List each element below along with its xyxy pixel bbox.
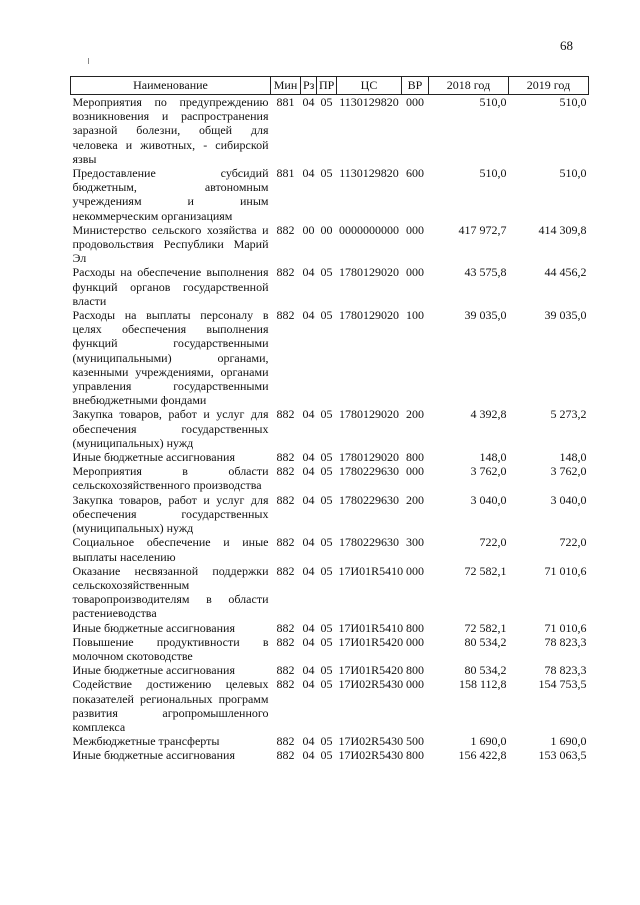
cell-pr: 05 (320, 634, 333, 649)
cell-2019: 414 309,8 (538, 222, 587, 237)
cell-rz: 04 (302, 450, 315, 465)
table-row (71, 677, 589, 734)
cell-vr: 800 (406, 663, 424, 678)
cell-min: 882 (276, 492, 295, 507)
cell-pr: 05 (320, 563, 333, 578)
cell-vr: 800 (406, 748, 424, 763)
cell-pr: 05 (320, 663, 333, 678)
cell-vr: 000 (406, 677, 424, 692)
cell-pr: 05 (320, 166, 333, 181)
cell-vr: 000 (406, 265, 424, 280)
cell-2018: 3 040,0 (470, 492, 507, 507)
cell-min: 882 (276, 222, 295, 237)
cell-name: Мероприятия по предупреждению возникновения и распространения заразной болезни, общей для человека и животных, - сибирской язвы (72, 95, 269, 166)
table-row (71, 748, 589, 762)
cell-cs: 1780229630 (339, 492, 399, 507)
cell-pr: 05 (320, 734, 333, 749)
cell-cs: 17И01R5420 (338, 634, 404, 649)
cell-2018: 158 112,8 (458, 677, 507, 692)
cell-2018: 80 534,2 (464, 663, 507, 678)
cell-2018: 43 575,8 (464, 265, 507, 280)
budget-table (70, 76, 589, 763)
cell-vr: 600 (406, 166, 424, 181)
cell-rz: 04 (302, 663, 315, 678)
cell-2019: 78 823,3 (544, 634, 587, 649)
cell-min: 882 (276, 407, 295, 422)
cell-name: Оказание несвязанной поддержки сельскохозяйственным товаропроизводителям в области растениеводства (72, 563, 269, 621)
cell-min: 882 (276, 748, 295, 763)
cell-pr: 05 (320, 492, 333, 507)
cell-2019: 154 753,5 (538, 677, 587, 692)
cell-rz: 04 (302, 166, 315, 181)
cell-cs: 17И02R5430 (338, 677, 404, 692)
table-row (71, 564, 589, 621)
cell-2018: 39 035,0 (464, 308, 507, 323)
cell-vr: 300 (406, 535, 424, 550)
cell-name: Социальное обеспечение и иные выплаты населению (72, 535, 269, 564)
header-2018: 2018 год (429, 77, 509, 95)
table-row (71, 734, 589, 748)
cell-rz: 04 (302, 748, 315, 763)
cell-cs: 1780129020 (339, 308, 399, 323)
cell-rz: 04 (302, 95, 315, 109)
header-rz: Рз (301, 77, 317, 95)
cell-cs: 1780129020 (339, 407, 399, 422)
cell-rz: 04 (302, 677, 315, 692)
cell-rz: 04 (302, 563, 315, 578)
cell-cs: 1780129020 (339, 450, 399, 465)
cell-2019: 39 035,0 (544, 308, 587, 323)
cell-min: 882 (276, 535, 295, 550)
cell-pr: 05 (320, 620, 333, 635)
cell-vr: 100 (406, 308, 424, 323)
cell-name: Иные бюджетные ассигнования (72, 663, 235, 678)
cell-name: Повышение продуктивности в молочном скотоводстве (72, 634, 269, 663)
cell-name: Министерство сельского хозяйства и продовольствия Республики Марий Эл (72, 222, 269, 266)
table-row (71, 166, 589, 223)
cell-2018: 156 422,8 (458, 748, 507, 763)
cell-cs: 1130129820 (339, 95, 399, 109)
cell-min: 882 (276, 734, 295, 749)
cell-2018: 1 690,0 (470, 734, 507, 749)
cell-2018: 510,0 (479, 95, 507, 109)
table-row (71, 493, 589, 536)
cell-min: 882 (276, 634, 295, 649)
cell-2018: 3 762,0 (470, 464, 507, 479)
cell-name: Мероприятия в области сельскохозяйственного производства (72, 464, 269, 493)
cell-cs: 1780229630 (339, 464, 399, 479)
cell-min: 882 (276, 450, 295, 465)
cell-name: Расходы на выплаты персоналу в целях обеспечения выполнения функций государственными (муниципальными) органами, казенными учреждениями, органами управления государственными внебюджетными фондами (72, 308, 269, 408)
table-row (71, 223, 589, 266)
cell-pr: 05 (320, 95, 333, 109)
cell-2019: 44 456,2 (544, 265, 587, 280)
cell-name: Межбюджетные трансферты (72, 734, 220, 749)
table-header-row (71, 77, 589, 95)
cell-pr: 05 (320, 308, 333, 323)
header-name: Наименование (71, 77, 271, 95)
cell-rz: 04 (302, 407, 315, 422)
cell-rz: 04 (302, 308, 315, 323)
table-row (71, 265, 589, 308)
table-row (71, 308, 589, 407)
cell-pr: 05 (320, 535, 333, 550)
cell-name: Закупка товаров, работ и услуг для обеспечения государственных (муниципальных) нужд (72, 407, 269, 450)
cell-2019: 71 010,6 (544, 620, 587, 635)
cell-cs: 1780229630 (339, 535, 399, 550)
cell-rz: 04 (302, 492, 315, 507)
cell-min: 882 (276, 663, 295, 678)
cell-vr: 800 (406, 450, 424, 465)
cell-min: 882 (276, 308, 295, 323)
cell-2018: 417 972,7 (458, 222, 507, 237)
cell-min: 882 (276, 464, 295, 479)
cell-vr: 000 (406, 464, 424, 479)
cell-cs: 0000000000 (339, 222, 399, 237)
header-min: Мин (271, 77, 301, 95)
cell-2019: 153 063,5 (538, 748, 587, 763)
margin-mark (88, 58, 89, 64)
header-pr: ПР (317, 77, 337, 95)
cell-pr: 05 (320, 748, 333, 763)
table-row (71, 407, 589, 450)
cell-cs: 1780129020 (339, 265, 399, 280)
cell-vr: 500 (406, 734, 424, 749)
cell-pr: 00 (320, 222, 333, 237)
cell-min: 882 (276, 677, 295, 692)
cell-vr: 000 (406, 563, 424, 578)
cell-rz: 04 (302, 535, 315, 550)
cell-name: Расходы на обеспечение выполнения функций органов государственной власти (72, 265, 269, 308)
cell-vr: 200 (406, 492, 424, 507)
header-cs: ЦС (337, 77, 402, 95)
cell-2018: 722,0 (479, 535, 507, 550)
cell-cs: 17И01R5410 (338, 620, 404, 635)
cell-vr: 000 (406, 95, 424, 109)
cell-rz: 04 (302, 620, 315, 635)
cell-cs: 17И02R5430 (338, 734, 404, 749)
cell-vr: 200 (406, 407, 424, 422)
cell-min: 881 (276, 95, 295, 109)
cell-pr: 05 (320, 677, 333, 692)
cell-name: Содействие достижению целевых показателей региональных программ развития агропромышленного комплекса (72, 677, 269, 734)
cell-2018: 148,0 (479, 450, 507, 465)
cell-2019: 3 040,0 (550, 492, 587, 507)
cell-name: Предоставление субсидий бюджетным, автономным учреждениям и иным некоммерческим организациям (72, 166, 269, 223)
table-row (71, 95, 589, 167)
table-row (71, 635, 589, 663)
cell-2018: 510,0 (479, 166, 507, 181)
cell-2018: 72 582,1 (464, 620, 507, 635)
cell-2019: 3 762,0 (550, 464, 587, 479)
cell-2018: 72 582,1 (464, 563, 507, 578)
cell-min: 881 (276, 166, 295, 181)
cell-pr: 05 (320, 464, 333, 479)
header-2019: 2019 год (509, 77, 589, 95)
cell-name: Закупка товаров, работ и услуг для обеспечения государственных (муниципальных) нужд (72, 492, 269, 536)
cell-pr: 05 (320, 450, 333, 465)
cell-cs: 17И02R5430 (338, 748, 404, 763)
table-row (71, 663, 589, 677)
cell-2018: 4 392,8 (470, 407, 507, 422)
cell-min: 882 (276, 620, 295, 635)
cell-rz: 04 (302, 634, 315, 649)
cell-rz: 00 (302, 222, 315, 237)
cell-name: Иные бюджетные ассигнования (72, 450, 235, 465)
table-row (71, 621, 589, 635)
table-row (71, 535, 589, 563)
cell-2019: 78 823,3 (544, 663, 587, 678)
cell-cs: 17И01R5410 (338, 563, 404, 578)
cell-rz: 04 (302, 265, 315, 280)
cell-cs: 17И01R5420 (338, 663, 404, 678)
cell-rz: 04 (302, 464, 315, 479)
cell-cs: 1130129820 (339, 166, 399, 181)
cell-2019: 510,0 (559, 95, 587, 109)
cell-name: Иные бюджетные ассигнования (72, 748, 235, 763)
cell-2019: 722,0 (559, 535, 587, 550)
cell-vr: 000 (406, 634, 424, 649)
cell-2019: 71 010,6 (544, 563, 587, 578)
cell-rz: 04 (302, 734, 315, 749)
cell-min: 882 (276, 563, 295, 578)
cell-2018: 80 534,2 (464, 634, 507, 649)
table-row (71, 464, 589, 492)
cell-2019: 1 690,0 (550, 734, 587, 749)
cell-min: 882 (276, 265, 295, 280)
cell-vr: 800 (406, 620, 424, 635)
header-vr: ВР (402, 77, 429, 95)
table-row (71, 450, 589, 464)
cell-name: Иные бюджетные ассигнования (72, 620, 235, 635)
cell-2019: 5 273,2 (550, 407, 587, 422)
cell-vr: 000 (406, 222, 424, 237)
cell-2019: 148,0 (559, 450, 587, 465)
page-number: 68 (560, 38, 573, 53)
cell-2019: 510,0 (559, 166, 587, 181)
cell-pr: 05 (320, 407, 333, 422)
cell-pr: 05 (320, 265, 333, 280)
